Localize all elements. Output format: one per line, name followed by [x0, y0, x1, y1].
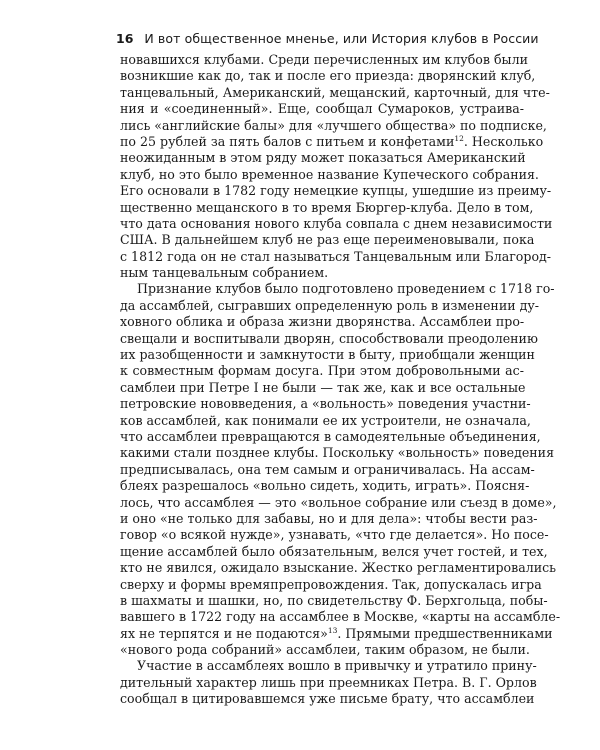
- footnote-ref: 13: [327, 625, 338, 635]
- text-line: дительный характер лишь при преемниках Петра. В. Г. Орлов: [120, 674, 537, 690]
- text-line: ховного облика и образа жизни дворянства. Ассамблеи про-: [120, 314, 525, 330]
- text-segment: ях не терпятся и не подаются»: [120, 625, 328, 641]
- text-line: да ассамблей, сыгравших определенную роль в изменении ду-: [120, 297, 540, 313]
- text-line: и оно «не только для забавы, но и для дела»: чтобы вести раз-: [120, 510, 538, 526]
- text-line: ным танцевальным собранием.: [120, 265, 329, 281]
- text-line: Его основали в 1782 году немецкие купцы, ушедшие из преиму-: [120, 183, 552, 199]
- text-line: к совместным формам досуга. При этом добровольными ас-: [120, 363, 524, 379]
- footnote-ref: 12: [454, 133, 464, 143]
- page-number: 16: [116, 30, 134, 46]
- text-line: в шахматы и шашки, но, по свидетельству Ф. Берхгольца, побы-: [120, 592, 548, 608]
- text-line: неожиданным в этом ряду может показаться Американский: [120, 150, 526, 166]
- text-line: щественно мещанского в то время Бюргер-клуба. Дело в том,: [120, 199, 534, 215]
- text-line: новавшихся клубами. Среди перечисленных им клубов были: [120, 52, 528, 67]
- text-line: ния и «соединенный». Еще, сообщал Сумароков, устраива-: [120, 101, 524, 117]
- text-segment: по 25 рублей за пять балов с питьем и конфетами: [120, 133, 455, 149]
- text-segment: . Несколько: [463, 133, 544, 149]
- text-line: что ассамблеи превращаются в самодеятельные объединения,: [120, 428, 541, 444]
- text-line-with-footnote: [120, 625, 553, 642]
- running-title: И вот общественное мненье, или История клубов в России: [144, 30, 539, 46]
- text-line: сверху и формы времяпрепровождения. Так, допускалась игра: [120, 576, 542, 592]
- text-line: США. В дальнейшем клуб не раз еще переименовывали, пока: [120, 232, 535, 248]
- text-line-with-footnote: [120, 133, 544, 150]
- text-line: возникшие как до, так и после его приезда: дворянский клуб,: [120, 68, 536, 84]
- text-line: предписывалась, она тем самым и ограничивалась. На ассам-: [120, 461, 535, 477]
- text-line: их разобщенности и замкнутости в быту, приобщали женщин: [120, 347, 535, 363]
- text-line: танцевальный, Американский, мещанский, карточный, для чте-: [120, 84, 550, 100]
- text-line: лось, что ассамблея — это «вольное собрание или съезд в доме»,: [120, 494, 557, 510]
- text-line: лись «английские балы» для «лучшего общества» по подписке,: [120, 117, 547, 133]
- text-line: кто не явился, ожидало взыскание. Жестко регламентировались: [120, 560, 557, 576]
- text-line: петровские нововведения, а «вольность» поведения участни-: [120, 396, 531, 412]
- text-line: Признание клубов было подготовлено проведением с 1718 го-: [137, 281, 555, 297]
- paragraph-2: [120, 281, 561, 658]
- text-line: с 1812 года он не стал называться Танцевальным или Благород-: [120, 248, 552, 264]
- text-line: свещали и воспитывали дворян, способствовали преодолению: [120, 330, 538, 346]
- paragraph-3: [120, 658, 537, 707]
- text-line: «нового рода собраний» ассамблеи, таким образом, не были.: [120, 642, 530, 658]
- text-segment: . Прямыми предшественниками: [337, 625, 553, 641]
- running-head: [116, 30, 539, 46]
- body-text: [120, 52, 561, 708]
- text-line: ков ассамблей, как понимали ее их устроители, не означала,: [120, 412, 531, 428]
- text-line: вавшего в 1722 году на ассамблее в Москве, «карты на ассамбле-: [120, 609, 561, 625]
- text-line: что дата основания нового клуба совпала с днем независимости: [120, 215, 553, 231]
- text-line: сообщал в цитировавшемся уже письме брату, что ассамблеи: [120, 691, 535, 707]
- text-line: блеях разрешалось «вольно сидеть, ходить, играть». Поясня-: [120, 478, 530, 494]
- text-line: говор «о всякой нужде», узнавать, «что где делается». Но посе-: [120, 527, 549, 543]
- text-line: Участие в ассамблеях вошло в привычку и утратило прину-: [137, 658, 537, 674]
- text-line: какими стали позднее клубы. Поскольку «вольность» поведения: [120, 445, 555, 461]
- text-line: щение ассамблей было обязательным, велся учет гостей, и тех,: [120, 543, 548, 559]
- text-line: самблеи при Петре I не были — так же, как и все остальные: [120, 379, 526, 395]
- paragraph-1: [120, 52, 553, 281]
- text-line: клуб, но это было временное название Купеческого собрания.: [120, 166, 539, 182]
